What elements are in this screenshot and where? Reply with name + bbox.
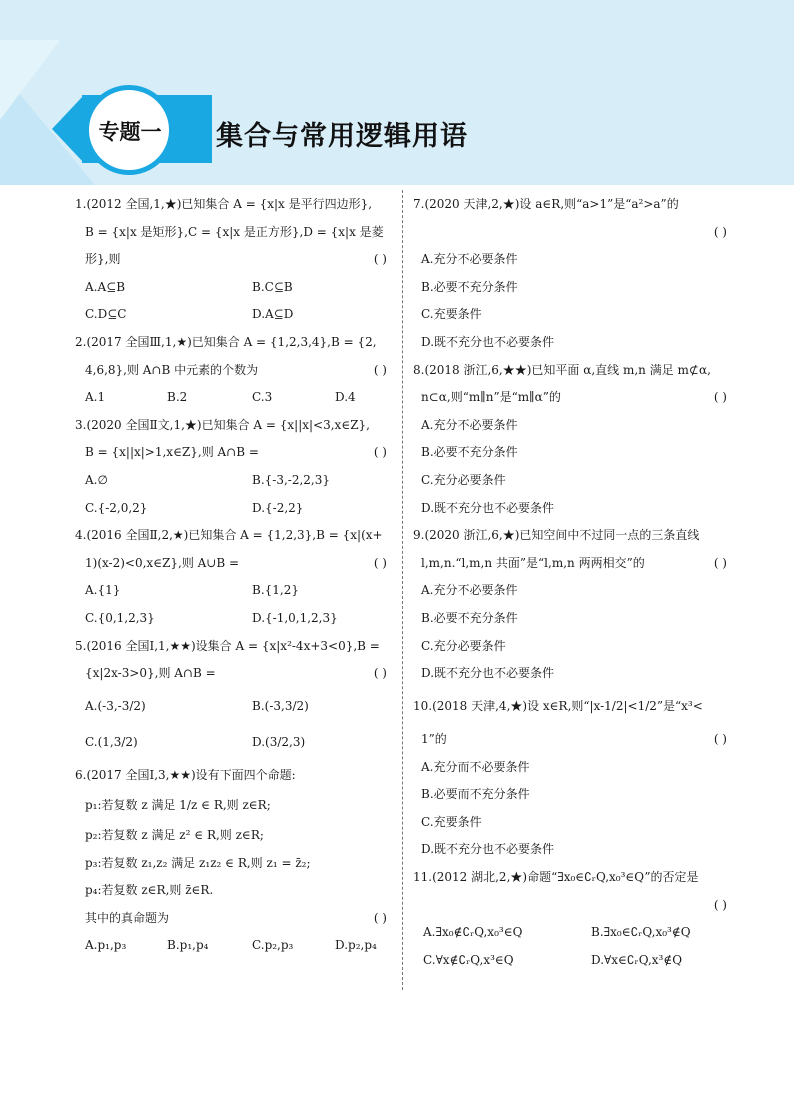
question-text: 1)(x-2)<0,x∈Z},则 A∪B =: [85, 555, 240, 570]
answer-paren: ( ): [373, 362, 387, 377]
question-text: 9.(2020 浙江,6,★)已知空间中不过同一点的三条直线: [413, 528, 700, 543]
proposition-p1: p₁:若复数 z 满足 1/z ∈ R,则 z∈R;: [85, 797, 271, 812]
option-b: B.{-3,-2,2,3}: [252, 472, 330, 487]
option-d: D.(3/2,3): [252, 734, 306, 749]
option-c: C.3: [252, 390, 273, 405]
option-a: A.A⊆B: [85, 279, 126, 294]
right-column: [413, 191, 733, 974]
question-7: [413, 191, 733, 357]
topic-tab-point: [52, 95, 84, 163]
option-c: C.充分必要条件: [421, 472, 506, 487]
question-text: l,m,n.“l,m,n 共面”是“l,m,n 两两相交”的: [421, 555, 645, 570]
option-c: C.D⊆C: [85, 307, 127, 322]
page-title: 集合与常用逻辑用语: [216, 121, 468, 152]
answer-paren: ( ): [713, 731, 727, 746]
option-a: A.p₁,p₃: [85, 938, 127, 953]
option-d: D.4: [335, 390, 356, 405]
question-text: 3.(2020 全国Ⅱ文,1,★)已知集合 A = {x||x|<3,x∈Z},: [75, 417, 370, 432]
question-text: 其中的真命题为: [85, 910, 170, 925]
question-10: [413, 688, 733, 864]
option-d: D.既不充分也不必要条件: [421, 666, 555, 681]
question-text: 1.(2012 全国,1,★)已知集合 A = {x|x 是平行四边形},: [75, 197, 373, 211]
option-b: B.必要不充分条件: [421, 610, 518, 625]
option-a: A.∅: [85, 472, 108, 487]
option-d: D.p₂,p₄: [335, 938, 377, 953]
answer-paren: ( ): [373, 555, 387, 570]
option-b: B.2: [167, 390, 188, 405]
proposition-p2: p₂:若复数 z 满足 z² ∈ R,则 z∈R;: [85, 827, 264, 842]
option-b: B.{1,2}: [252, 583, 299, 598]
option-b: B.必要不充分条件: [421, 279, 518, 294]
option-c: C.p₂,p₃: [252, 938, 294, 953]
question-text: n⊂α,则“m∥n”是“m∥α”的: [421, 390, 561, 405]
option-b: B.必要而不充分条件: [421, 787, 530, 802]
option-b: B.p₁,p₄: [167, 938, 209, 953]
question-1: [75, 191, 393, 329]
option-a: A.(-3,-3/2): [85, 698, 146, 713]
question-text: 2.(2017 全国Ⅲ,1,★)已知集合 A = {1,2,3,4},B = {2,: [75, 334, 377, 349]
column-divider: [402, 190, 403, 990]
question-text: 1”的: [421, 731, 447, 746]
question-4: [75, 522, 393, 632]
option-d: D.∀x∈∁ᵣQ,x³∉Q: [591, 952, 683, 967]
option-c: C.充分必要条件: [421, 638, 506, 653]
header-banner: [0, 0, 794, 185]
answer-paren: ( ): [373, 910, 387, 925]
option-d: D.{-1,0,1,2,3}: [252, 610, 338, 625]
answer-paren: ( ): [373, 666, 387, 681]
question-9: [413, 522, 733, 688]
proposition-p3: p₃:若复数 z₁,z₂ 满足 z₁z₂ ∈ R,则 z₁ = z̄₂;: [85, 855, 311, 870]
option-a: A.1: [85, 390, 106, 405]
question-text: 8.(2018 浙江,6,★★)已知平面 α,直线 m,n 满足 m⊄α,: [413, 362, 711, 377]
option-c: C.∀x∉∁ᵣQ,x³∈Q: [423, 952, 514, 967]
question-8: [413, 357, 733, 523]
option-c: C.{0,1,2,3}: [85, 610, 155, 625]
option-d: D.{-2,2}: [252, 500, 304, 515]
answer-paren: ( ): [713, 897, 727, 912]
question-text: {x|2x-3>0},则 A∩B =: [85, 666, 216, 681]
option-d: D.既不充分也不必要条件: [421, 500, 555, 515]
question-6: [75, 760, 393, 960]
question-text: 形},则: [85, 252, 121, 267]
option-b: B.C⊆B: [252, 279, 293, 294]
answer-paren: ( ): [713, 390, 727, 405]
banner-decoration: [0, 40, 60, 120]
question-text: B = {x|x 是矩形},C = {x|x 是正方形},D = {x|x 是菱: [85, 224, 384, 239]
option-a: A.充分不必要条件: [421, 583, 518, 598]
option-a: A.充分而不必要条件: [421, 759, 530, 774]
question-text: 5.(2016 全国Ⅰ,1,★★)设集合 A = {x|x²-4x+3<0},B =: [75, 638, 380, 653]
question-text: 4,6,8},则 A∩B 中元素的个数为: [85, 362, 259, 377]
answer-paren: ( ): [373, 252, 387, 267]
question-text: 4.(2016 全国Ⅱ,2,★)已知集合 A = {1,2,3},B = {x|(x+: [75, 528, 383, 543]
option-c: C.充要条件: [421, 307, 482, 322]
option-a: A.充分不必要条件: [421, 252, 518, 267]
option-d: D.既不充分也不必要条件: [421, 842, 555, 857]
question-text: 10.(2018 天津,4,★)设 x∈R,则“|x-1/2|<1/2”是“x³<: [413, 698, 703, 713]
left-column: [75, 191, 393, 960]
question-2: [75, 329, 393, 412]
question-text: 6.(2017 全国Ⅰ,3,★★)设有下面四个命题:: [75, 767, 296, 782]
option-d: D.A⊆D: [252, 307, 294, 322]
option-a: A.{1}: [85, 583, 121, 598]
question-text: 11.(2012 湖北,2,★)命题“∃x₀∈∁ᵣQ,x₀³∈Q”的否定是: [413, 870, 699, 885]
question-11: [413, 864, 733, 974]
option-b: B.∃x₀∈∁ᵣQ,x₀³∉Q: [591, 925, 691, 940]
option-c: C.(1,3/2): [85, 734, 138, 749]
answer-paren: ( ): [713, 555, 727, 570]
question-text: 7.(2020 天津,2,★)设 a∈R,则“a>1”是“a²>a”的: [413, 197, 679, 211]
answer-paren: ( ): [713, 224, 727, 239]
option-a: A.充分不必要条件: [421, 417, 518, 432]
question-text: B = {x||x|>1,x∈Z},则 A∩B =: [85, 445, 259, 460]
question-5: [75, 633, 393, 760]
topic-label: 专题一: [98, 120, 162, 144]
option-c: C.{-2,0,2}: [85, 500, 148, 515]
option-b: B.必要不充分条件: [421, 445, 518, 460]
answer-paren: ( ): [373, 445, 387, 460]
option-a: A.∃x₀∉∁ᵣQ,x₀³∈Q: [423, 925, 523, 940]
question-3: [75, 412, 393, 522]
option-b: B.(-3,3/2): [252, 698, 309, 713]
proposition-p4: p₄:若复数 z∈R,则 z̄∈R.: [85, 883, 214, 898]
option-c: C.充要条件: [421, 814, 482, 829]
option-d: D.既不充分也不必要条件: [421, 334, 555, 349]
